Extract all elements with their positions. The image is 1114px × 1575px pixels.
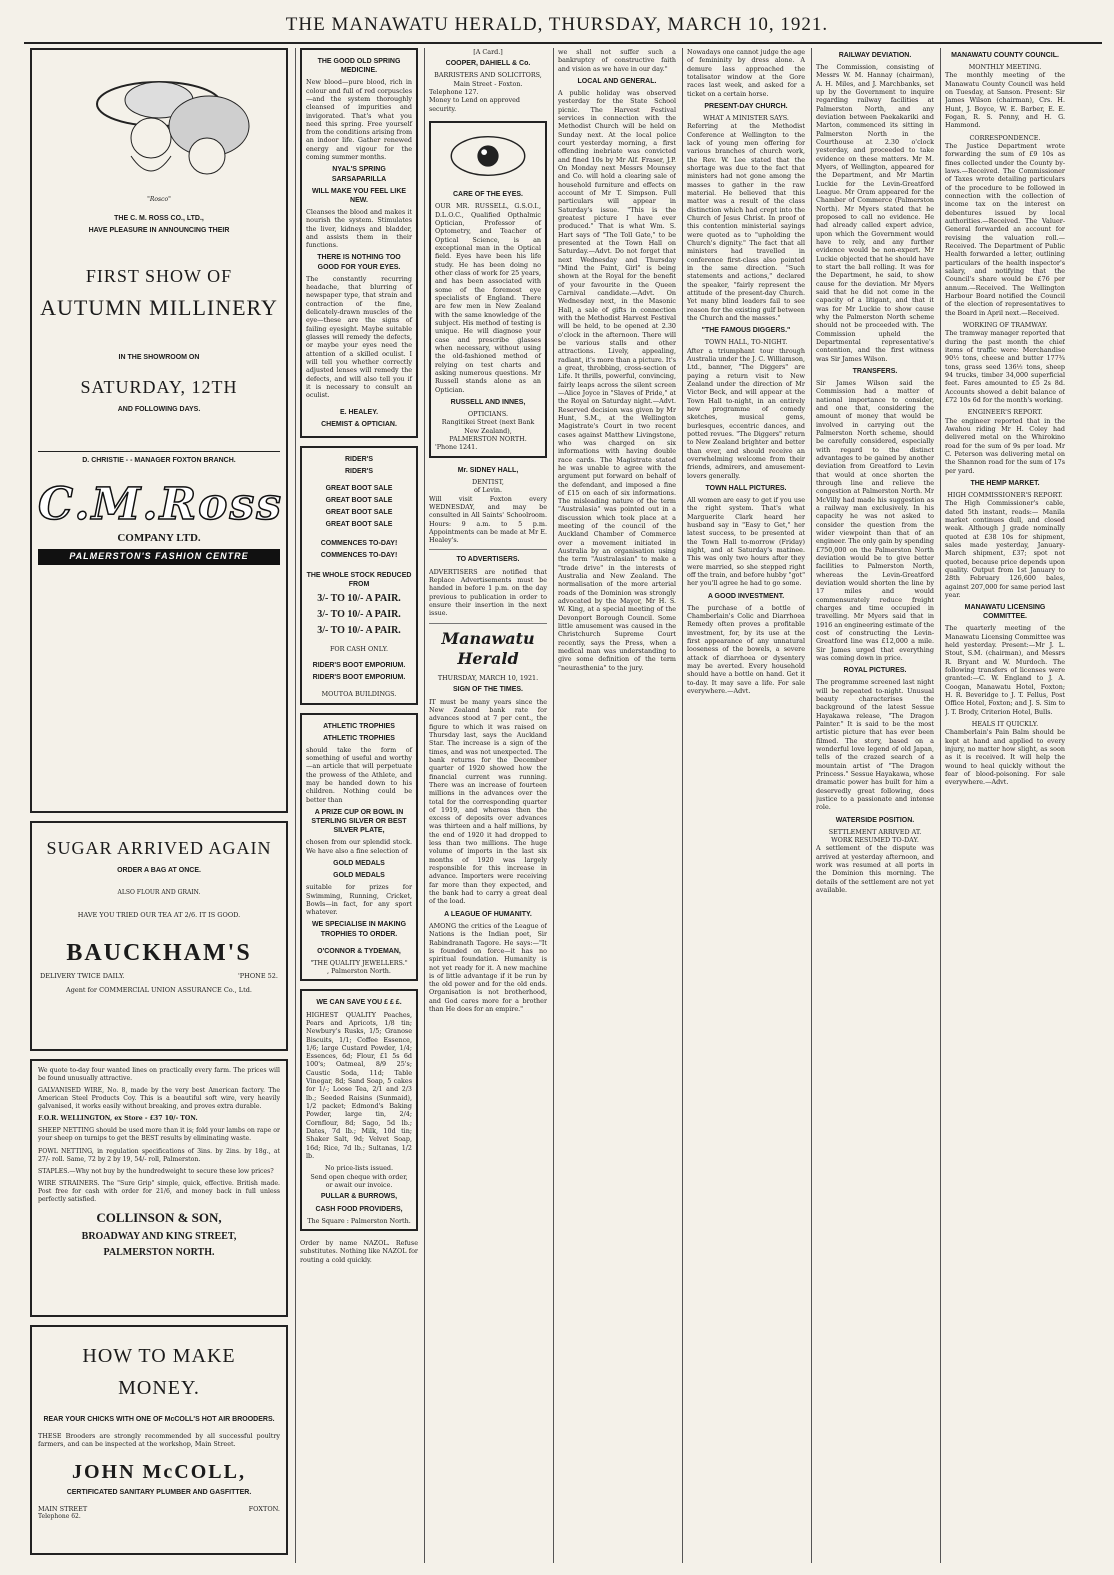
- pullar-body: HIGHEST QUALITY Peaches, Pears and Apricots, 1/8 tin; Newbury's Rusks, 1/5; Granose Biscuits, 1/1; Coffee Essence, 1/6; large Custard Powder, 1/4; Essences, 6d; Flour, £1 5s 6d 100's; Oatmeal, 8/9 25's; Caustic Soda, 11d; Table Vinegar, 8d; Sand Soap, 5 cakes for 1/-; Loose Tea, 2/1 and 2/3 lb.; Seeded Raisins (Sunmaid), 1/2 packet; Edmond's Baking Powder, large tin, 2/4; Cornflour, 8d; Sago, 5d lb.; Dates, 7d lb.; Milk, 10d tin; Shaker Salt, 9d; Velvet Soap, 16d; Rice, 7d lb.; Sultanas, 1/2 lb.: [306, 1010, 412, 1161]
- commences: COMMENCES TO-DAY!: [320, 540, 398, 548]
- engineer-heading: ENGINEER'S REPORT.: [967, 408, 1043, 417]
- price-range: 3/- TO 10/- A PAIR.: [317, 608, 401, 620]
- trophies-special: WE SPECIALISE IN MAKING TROPHIES TO ORDER.: [311, 921, 407, 938]
- nazol-notice: Order by name NAZOL. Refuse substitutes. Nothing like NAZOL for routing a cold quickly.: [300, 1238, 418, 1264]
- boot-emporium: RIDER'S BOOT EMPORIUM.: [312, 662, 406, 670]
- show-date: SATURDAY, 12TH: [80, 377, 238, 398]
- boot-sale: GREAT BOOT SALE: [325, 484, 393, 492]
- delivery-text: DELIVERY TWICE DAILY.: [40, 971, 125, 980]
- spring-claim: WILL MAKE YOU FEEL LIKE NEW.: [311, 187, 407, 204]
- phone-text: 'PHONE 52.: [238, 971, 278, 980]
- boot-emporium: RIDER'S BOOT EMPORIUM.: [312, 674, 406, 682]
- fashion-centre-banner: PALMERSTON'S FASHION CENTRE: [38, 549, 280, 565]
- show-subtitle: AUTUMN MILLINERY: [40, 295, 278, 321]
- council-body: The monthly meeting of the Manawatu County Council was held on Tuesday, at Sanson. Present: Sir James Wilson (chairman), Crs. H. Hunt, J. Boyce, W. E. Barber, E. E. Fogan, R. S. Penny, and H. G. Hammond.: [945, 71, 1065, 130]
- column-rule: [553, 48, 554, 1563]
- russell-name: RUSSELL AND INNES,: [450, 399, 526, 407]
- russell-advert: [429, 121, 547, 458]
- company-name: THE C. M. ROSS CO., LTD.,: [114, 214, 204, 222]
- cooper-address: Main Street - Foxton.: [453, 79, 523, 88]
- trophies-advert: [300, 713, 418, 982]
- church-body: Referring at the Methodist Conference at Wellington to the lack of young men offering for various branches of church work, the Rev. W. Lee stated that the shortage was due to the fact that ministers had not gone among the masses to gather in the raw material. He believed that this matter was a result of the class distinction which had crept into the Church of Jesus Christ. In proof of this contention ministerial sayings were quoted as to "upholding the Church's dignity." The fact that all ministers had travelled in conference first-class also pointed in the same direction. "Such statements and actions," declared the speaker, "fairly represent the attitude of the present-day Church. Yet many blind leaders fail to see reason for the existing gulf between the Church and the masses.": [687, 122, 805, 322]
- pictures-body: All women are easy to get if you use the right system. That's what Marguerite Clark heard her husband say in "Easy to Get," her latest success, to be presented at the Town Hall to-morrow (Friday) night, and at Saturday's matinee. This was only two hours after they were married, so she stepped right off the train, and before hubby "got" her you'll agree he had to go some.: [687, 496, 805, 588]
- russell-body: OUR MR. RUSSELL, G.S.O.I., D.L.O.C., Qualified Opthalmic Optician, Professor of Optometry, and Teacher of Optical Science, is an exceptional man in the Optical field. Eyes have been his life study. He has been doing no other class of work for 25 years, and has been associated with some of the foremost eye specialists of England. There are few men in New Zealand with the same knowledge of the subject. His method of testing is unique. He will diagnose your case and prescribe glasses when necessary, without using the old-fashioned method of relying on test charts and asking numerous questions. Mr Russell stands alone as an Optician.: [435, 202, 541, 394]
- announcement: HAVE PLEASURE IN ANNOUNCING THEIR: [88, 226, 230, 234]
- pullar-note-2: Send open cheque with order, or await our invoice.: [310, 1172, 408, 1190]
- boot-sale: GREAT BOOT SALE: [325, 497, 393, 505]
- gold-medals: GOLD MEDALS: [333, 872, 385, 880]
- mccoll-trade: CERTIFICATED SANITARY PLUMBER AND GASFITTER.: [66, 1488, 252, 1496]
- investment-body: The purchase of a bottle of Chamberlain's Colic and Diarrhoea Remedy often proves a profitable investment, for, by its use at the first appearance of any unnatural looseness of the bowels, a severe attack of diarrhoea or dysentery may be averted. Every household should have a bottle on hand. Get it to-day. It may save a life. For sale everywhere.—Advt.: [687, 603, 805, 696]
- royal-body: The programme screened last night will be repeated to-night. Unusual beauty characterises the background of the latest Sessue Hayakawa release, "The Dragon Painter." It is said to be the most artistic picture that has ever been filmed. The story, based on a wonderful love legend of old Japan, tells of the crazed search of a mountain artist of "The Dragon Princess." Sessue Hayakawa, whose dramatic power has built for him a deservedly great following, does justice to a passionate and intense role.: [816, 678, 934, 812]
- dentist-name: Mr. SIDNEY HALL,: [457, 466, 519, 474]
- boot-sale: GREAT BOOT SALE: [325, 521, 393, 529]
- investment-title: A GOOD INVESTMENT.: [707, 592, 785, 600]
- jeweller-town: , Palmerston North.: [327, 967, 391, 976]
- pullar-note: No price-lists issued.: [324, 1164, 394, 1173]
- eye-illustration: [435, 127, 541, 185]
- collinson-item: STAPLES.—Why not buy by the hundredweight to secure these low prices?: [38, 1167, 274, 1175]
- article-text: Nowadays one cannot judge the age of femininity by dress alone. A demure lass approached the totalisator window at the Gore races last week, and asked for a ticket on a certain horse.: [687, 48, 805, 98]
- collinson-town: PALMERSTON NORTH.: [103, 1246, 215, 1258]
- ross-logo: C.M.Ross: [38, 478, 284, 530]
- gold-medals: GOLD MEDALS: [333, 859, 385, 867]
- collinson-item: FOWL NETTING, in regulation specifications of 3ins. by 2ins. by 18g., at 27/- roll. Same, 72 by 2 by 19, 54/- roll, Palmerston.: [38, 1147, 280, 1163]
- article-text: we shall not suffer such a bankruptcy of constructive faith and vision as we have in our day.": [558, 48, 676, 73]
- commences: COMMENCES TO-DAY!: [320, 552, 398, 560]
- healey-name: E. HEALEY.: [339, 408, 379, 416]
- signs-body: IT must be many years since the New Zealand bank rate for advances stood at 7 per cent., the figure to which it was raised on Thursday last, says the Auckland Star. The increase is a sign of the times, and was not unexpected. The bank returns for the December quarter of 1920 showed how the financial current was running. There was an increase of fourteen millions in the advances over the total for the corresponding quarter of 1919, and whereas then the excess of deposits over advances was thirteen and a half millions, by the end of 1920 it had dropped to less than two millions. The huge volume of imports in the last six months of 1920 was largely responsible for this increase in advance. Importers were receiving far more than they expected, and the bank had to carry a great deal of the load.: [429, 697, 547, 906]
- mccoll-phone: Telephone 62.: [38, 1513, 81, 1521]
- cooper-name: COOPER, DAHIELL & Co.: [445, 60, 531, 68]
- collinson-advert: [30, 1059, 288, 1317]
- mccoll-title: HOW TO MAKE: [82, 1345, 236, 1367]
- cooper-phone: Telephone 127.: [429, 88, 479, 97]
- column-rule: [424, 48, 425, 1563]
- signs-title: SIGN OF THE TIMES.: [452, 686, 523, 694]
- ross-advert: [30, 48, 288, 813]
- trophies-title: ATHLETIC TROPHIES: [323, 734, 395, 742]
- collinson-address: BROADWAY AND KING STREET,: [81, 1230, 237, 1242]
- riders-title: RIDER'S: [344, 467, 374, 475]
- pullar-name: PULLAR & BURROWS,: [320, 1193, 398, 1201]
- trophies-body: should take the form of something of useful and worthy—an article that will perpetuate the prowess of the Athlete, and may be handed down to his children. Nothing could be better than: [306, 745, 412, 804]
- eyes-title: THERE IS NOTHING TOO GOOD FOR YOUR EYES.: [317, 254, 401, 271]
- mccoll-advert: [30, 1325, 288, 1555]
- sugar-also: ALSO FLOUR AND GRAIN.: [117, 889, 201, 897]
- column-5: [687, 48, 805, 1563]
- agent-text: Agent for COMMERCIAL UNION ASSURANCE Co., Ltd.: [66, 986, 252, 995]
- mccoll-title-2: MONEY.: [118, 1377, 200, 1399]
- column-3: [429, 48, 547, 1563]
- church-title: PRESENT-DAY CHURCH.: [704, 102, 788, 110]
- royal-title: ROYAL PICTURES.: [843, 667, 907, 675]
- mccoll-street: MAIN STREET: [38, 1504, 88, 1513]
- waterside-title: WATERSIDE POSITION.: [835, 816, 915, 824]
- pictures-title: TOWN HALL PICTURES.: [705, 484, 787, 492]
- bauckham-name: BAUCKHAM'S: [66, 939, 252, 966]
- railway-title: RAILWAY DEVIATION.: [838, 52, 912, 59]
- dentist-trade: DENTIST,: [472, 477, 504, 486]
- heals-body: Chamberlain's Pain Balm should be kept at hand and applied to every injury, no matter how slight, as soon as it is received. It will help the wound to heal quickly without the fear of blood-poisoning. For sale everywhere.—Advt.: [945, 728, 1065, 787]
- boot-sale: GREAT BOOT SALE: [325, 509, 393, 517]
- league-title: A LEAGUE OF HUMANITY.: [444, 910, 532, 918]
- tramway-heading: WORKING OF TRAMWAY.: [962, 320, 1048, 329]
- price-range: 3/- TO 10/- A PAIR.: [317, 624, 401, 636]
- collinson-item: WIRE STRAINERS. The "Sure Grip" simple, quick, effective. British made. Post free for cash with order for 21/6, and money back in full unless perfectly satisfied.: [38, 1179, 280, 1203]
- russell-address: Rangitikei Street (next Bank New Zealand),: [441, 418, 535, 435]
- diggers-body: After a triumphant tour through Australia under the J. C. Williamson, Ltd., banner, "The Diggers" are paying a return visit to New Zealand under the direction of Mr Victor Beck, and will appear at the Town Hall to-night, in an entirely new programme of comedy sketches, musical gems, burlesques, eccentric dances, and potted revues. "The Diggers" return to New Zealand brighter and better than ever, and should receive an overwhelming welcome from their friends, admirers, and amusement-lovers generally.: [687, 346, 805, 480]
- masthead-rule: [24, 42, 1102, 44]
- hemp-sub: HIGH COMMISSIONER'S REPORT.: [947, 490, 1063, 499]
- hemp-title: THE HEMP MARKET.: [970, 479, 1040, 487]
- local-general-title: LOCAL AND GENERAL.: [577, 77, 657, 85]
- cooper-money: Money to Lend on approved security.: [429, 96, 521, 113]
- following-days: AND FOLLOWING DAYS.: [117, 406, 201, 414]
- licensing-body: The quarterly meeting of the Manawatu Licensing Committee was held yesterday. Present:—Mr J. L. Stout, S.M. (chairman), and Messrs R. Bryant and W. Murdoch. The following transfers of licenses were granted:—C. W. England to J. A. Coogan, Manawatu Hotel, Foxton; H. R. Beveridge to J. T. Fellus, Post Office Hotel, Foxton; and J. S. Sim to J. T. Brody, Criterion Hotel, Bulls.: [945, 624, 1065, 716]
- bauckham-advert: [30, 821, 288, 1051]
- russell-phone: 'Phone 1241.: [435, 443, 478, 452]
- waterside-sub-2: WORK RESUMED TO-DAY.: [831, 835, 919, 844]
- healey-advert: [300, 48, 418, 438]
- column-4: [558, 48, 676, 1563]
- meeting-sub: MONTHLY MEETING.: [968, 63, 1042, 72]
- spring-body-2: Cleanses the blood and makes it nourish the system. Stimulates the liver, kidneys and bladder, and assists them in their functions.: [306, 207, 412, 250]
- column-rule: [940, 48, 941, 1563]
- council-title: MANAWATU COUNTY COUNCIL.: [951, 52, 1059, 59]
- diggers-sub: TOWN HALL, TO-NIGHT.: [704, 338, 788, 347]
- sugar-order: ORDER A BAG AT ONCE.: [117, 867, 201, 875]
- pullar-title: WE CAN SAVE YOU £ £ £.: [316, 999, 402, 1007]
- dentist-body: Will visit Foxton every WEDNESDAY, and may be consulted in All Saints' Schoolroom. Hours: 9 a.m. to 5 p.m. Appointments can be made at Mr E. Healey's.: [429, 494, 547, 545]
- collinson-item: SHEEP NETTING should be used more than it is; fold your lambs on rape or your sheep on turnips to get the BEST results by eliminating waste.: [38, 1127, 280, 1143]
- pullar-address: The Square : Palmerston North.: [307, 1216, 411, 1225]
- logo-company: COMPANY LTD.: [117, 531, 201, 544]
- column-2: [300, 48, 418, 1563]
- mccoll-name: JOHN McCOLL,: [72, 1460, 246, 1483]
- transfers-body: Sir James Wilson said the Commission had a matter of national importance to consider, and one that, considering the amount of money that would be involved in carrying out the Palmerston North scheme, should be carefully considered, especially with regard to the distinct advantages to be gained by another deviation from Greatford to Levin that would at once shorten the through line and relieve the congestion at Palmerston North. Mr McVilly had made his suggestion as a railway man exclusively. In his capacity he was not asked to consider the question from the wider viewpoint than that of an engineer. The only gain by spending £750,000 on the Palmerston North deviation would be to give better facilities to Palmerston North, whereas the Levin-Greatford deviation would shorten the line by 17 miles and would commensurately reduce freight charges and time occupied in travelling. Mr Myers said that in 1916 an engineering estimate of the cost of constructing the Levin-Greatford line was £12,000 a mile. Sir James urged that everything was coming down in price.: [816, 379, 934, 662]
- herald-title: Manawatu Herald: [441, 628, 535, 669]
- trophies-body-3: suitable for prizes for Swimming, Running, Cricket, Bowls—in fact, for any sport whatever.: [306, 883, 412, 917]
- jeweller-name: O'CONNOR & TYDEMAN,: [317, 947, 401, 955]
- mccoll-address-row: [38, 1505, 280, 1513]
- trophies-offer: A PRIZE CUP OR BOWL IN STERLING SILVER OR BEST SILVER PLATE,: [311, 809, 407, 835]
- spring-body: New blood—pure blood, rich in colour and full of red corpuscles—and the system thoroughly cleansed of impurities and invigorated. That's what you need this spring. Free yourself from the conditions arising from an indoor life. Gather renewed energy and vigour for the coming summer months.: [306, 78, 412, 162]
- railway-body: The Commission, consisting of Messrs W. M. Hannay (chairman), A. H. Miles, and J. Marchbanks, set up by the Government to inquire regarding railway facilities at Palmerston North, and any deviation between Paekakariki and Marton, commenced its sitting in Palmerston North in the Courthouse at 2.30 o'clock yesterday, and proceeded to take evidence on these matters. Mr M. Myers, of Wellington, appeared for the Department, and Mr Martin Luckie for the Levin-Greatford League. Mr Oram appeared for the Chamber of Commerce (Palmerston North). Mr Myers stated that he proposed to call no evidence. He had already called expert advice, upon which the Government would have to rely, and any further evidence would be non-expert. Mr Luckie objected that he should have to start the ball rolling. It was for the Department, he said, to show cause for the deviation. Mr Myers said that he did not come in the capacity of a litigant, and that it was for Mr Luckie to show cause why the Palmerston North scheme should not be proceeded with. The Commission upheld the Departmental representative's contention, and the first witness was Sir James Wilson.: [816, 63, 934, 363]
- advertisers-title: TO ADVERTISERS.: [456, 556, 520, 564]
- waterside-body: A settlement of the dispute was arrived at yesterday afternoon, and work was resumed at all ports in the Dominion this morning. The details of the settlement are not yet available.: [816, 844, 934, 894]
- correspondence-body: The Justice Department wrote forwarding the sum of £9 10s as fines collected under the County by-laws.—Received. The Commissioner of Taxes wrote detailing particulars of the procedure to be followed in connection with the collection of income tax on the interest on debentures issued by local authorities.—Received. The Valuer-General forwarded an account for revising the valuation roll.—Received. The Department of Public Health forwarded a letter, outlining particulars of the health inspector's salary, and notifying that the Council's share would be £76 per annum.—Received. The Wellington Harbour Board notified the Council of the election of representatives to the Board in April next.—Received.: [945, 142, 1065, 317]
- engineer-body: The engineer reported that in the Awahou riding Mr H. Coley had delivered metal on the Whirokino road for the sum of 9s per load. Mr C. Peterson was delivering metal on the Shannon road for the sum of 17s per yard.: [945, 416, 1065, 475]
- correspondence-heading: CORRESPONDENCE.: [969, 133, 1041, 142]
- spring-title: THE GOOD OLD SPRING MEDICINE.: [317, 58, 401, 75]
- cooper-trade: BARRISTERS AND SOLICITORS,: [434, 71, 542, 80]
- sugar-title: SUGAR ARRIVED AGAIN: [46, 838, 272, 858]
- whole-stock: THE WHOLE STOCK REDUCED FROM: [306, 571, 412, 588]
- riders-advert: [300, 446, 418, 705]
- delivery-row: [40, 972, 278, 980]
- local-general-body: A public holiday was observed yesterday for the State School picnic. The Harvest Festival services in connection with the Methodist Church will be held on Sunday next. At the local police court yesterday morning, a first offending inebriate was convicted and fined 10s by Mr Alf. Fraser, J.P. On Monday next Messrs Mounsey and Co. will hold a clearing sale of household furniture and effects on account of Mr T. Simpson. Full particulars will appear in Saturday's issue. "This is the greatest picture I have ever produced." That is what Wm. S. Hart says of "The Toll Gate," to be presented at the Town Hall on Saturday.—Advt. Do not forget that next Wednesday and Thursday "Mind the Paint, Girl" is being shown at the Royal for the benefit of your favourite in the Queen Carnival candidate.—Advt. On Wednesday next, in the Masonic Hall, a sale of gifts in connection with the Methodist Harvest Festival will be held, to be opened at 2.30 o'clock in the afternoon. There will be various stalls and other attractions. Lively, appealing, radiant, it's more than a picture. It's a great, throbbing, cross-section of Life. It thrills, powerful, convincing, fairly leaps across the silent screen—Alice Joyce in "Slaves of Pride," at the Royal on Saturday night.—Advt. Reserved decision was given by Mr Hunt, S.M., at the Wellington Magistrate's Court in two recent cases against Matthew Livingstone, who was charged on six informations with having double race cards. The Magistrate stated he was unable to agree with the argument put forward on behalf of the defendant, and imposed a fine of £15 on each of six informations. The misleading nature of the term "Australasia" was pointed out in a discussion which took place at a meeting of the council of the Auckland Chamber of Commerce over a movement initiated in Australia by an organisation using the term "Australasian" to make a "trade drive" in the interests of Australia and New Zealand. The normalisation of the more arterial roads of the Dominion was strongly advocated by the Mayor, Mr H. S. W. King, at a special meeting of the Devonport Borough Council. Some little amusement was caused in the Christchurch Supreme Court recently, says the Press, when a medical man was understanding to give some definition of the term "neurasthenia" to the jury.: [558, 89, 676, 672]
- trophies-body-2: chosen from our splendid stock. We have also a fine selection of: [306, 838, 412, 855]
- advertisers-body: ADVERTISERS are notified that Replace Advertisements must be handed in before 1 p.m. on the day previous to publication in order to ensure their insertion in the next issue.: [429, 567, 547, 618]
- price-range: 3/- TO 10/- A PAIR.: [317, 592, 401, 604]
- illustration-caption: "Rosco": [147, 196, 171, 203]
- cash-only: FOR CASH ONLY.: [329, 644, 389, 653]
- russell-town: PALMERSTON NORTH.: [449, 435, 527, 444]
- league-body: AMONG the critics of the League of Nations is the Indian poet, Sir Rabindranath Tagore. He says:—"It is founded on force—it has no spiritual foundation. Humanity is not yet ready for it. A new machine is of little advantage if it be run by the old power and for the old ends. Organisation is not brotherhood, and God cares more for a brother than He does for an empire.": [429, 921, 547, 1014]
- dentist-town: of Levin.: [473, 486, 503, 495]
- waterside-sub: SETTLEMENT ARRIVED AT.: [828, 827, 922, 836]
- branch-manager: D. CHRISTIE - - MANAGER FOXTON BRANCH.: [82, 456, 236, 464]
- column-rule: [811, 48, 812, 1563]
- tramway-body: The tramway manager reported that during the past month the chief items of traffic were: Merchandise 90½ tons, cheese and butter 177¾ tons, grass seed 136½ tons, sheep 94 trucks, timber 34,000 superficial feet. Fares amounted to £5 2s 8d. Accounts showed a debit balance of £72 10s 6d for the month's working.: [945, 329, 1065, 404]
- collinson-intro: We quote to-day four wanted lines on practically every farm. The prices will be found unusually attractive.: [38, 1067, 280, 1083]
- hemp-body: The High Commissioner's cable, dated 5th instant, reads:— Manila market continues dull, and closed weak. Although J grade nominally quoted at £38 10s for shipment, sales made yesterday, January-March shipment, £37; spot not quoted, because price depends upon quality. Output from 1st January to 28th February 126,600 bales, against 207,000 for same period last year.: [945, 499, 1065, 599]
- column-7: [945, 48, 1065, 1563]
- mccoll-town: FOXTON.: [248, 1504, 280, 1513]
- tea-line: HAVE YOU TRIED OUR TEA AT 2/6. IT IS GOOD.: [77, 911, 241, 920]
- card-label: [A Card.]: [473, 48, 503, 56]
- pullar-advert: [300, 989, 418, 1231]
- russell-trade: OPTICIANS.: [467, 410, 509, 419]
- heals-title: HEALS IT QUICKLY.: [971, 720, 1039, 728]
- column-rule: [682, 48, 683, 1563]
- trophies-title: ATHLETIC TROPHIES: [323, 722, 395, 730]
- column-ads-left: [30, 48, 288, 1563]
- healey-trade: CHEMIST & OPTICIAN.: [321, 420, 397, 428]
- church-sub: WHAT A MINISTER SAYS.: [703, 114, 789, 123]
- collinson-name: COLLINSON & SON,: [96, 1209, 222, 1225]
- column-6: [816, 48, 934, 1563]
- spring-product: NYAL'S SPRING SARSAPARILLA: [331, 166, 387, 183]
- eyes-body: The constantly recurring headache, that blurring of newspaper type, that strain and contraction of the fine, delicately-drawn muscles of the eye—these are the signs of failing eyesight. Maybe suitable glasses will remedy the defects, or maybe your eyes need the attention of a skilled oculist. I will tell you whether correctly adjusted lenses will remedy the defects, and will also tell you if it is necessary to consult an oculist.: [306, 274, 412, 400]
- diggers-title: "THE FAMOUS DIGGERS.": [701, 327, 791, 335]
- showroom-text: IN THE SHOWROOM ON: [118, 353, 200, 361]
- collinson-item: GALVANISED WIRE, No. 8, made by the very best American factory. The American Steel Products Coy. This is a beautiful soft wire, very heavily galvanised, it works easily without breaking, and proves extra durable.: [38, 1087, 280, 1111]
- eyes-care-title: CARE OF THE EYES.: [452, 191, 523, 199]
- show-title: FIRST SHOW OF: [85, 265, 233, 286]
- mccoll-sub: REAR YOUR CHICKS WITH ONE OF McCOLL'S HOT AIR BROODERS.: [43, 1416, 275, 1423]
- pullar-trade: CASH FOOD PROVIDERS,: [315, 1205, 403, 1213]
- licensing-title: MANAWATU LICENSING COMMITTEE.: [964, 604, 1046, 621]
- masthead: THE MANAWATU HERALD, THURSDAY, MARCH 10, 1921.: [285, 14, 829, 35]
- millinery-illustration: [38, 56, 280, 196]
- jeweller-tag: "THE QUALITY JEWELLERS.": [310, 958, 408, 967]
- riders-title: RIDER'S: [344, 455, 374, 463]
- moutoa-buildings: MOUTOA BUILDINGS.: [321, 690, 397, 699]
- collinson-item: F.O.R. WELLINGTON, ex Store - £37 10/- TON.: [38, 1115, 198, 1123]
- herald-date: THURSDAY, MARCH 10, 1921.: [437, 674, 539, 683]
- mccoll-body: THESE Brooders are strongly recommended by all successful poultry farmers, and can be inspected at the workshop, Main Street.: [38, 1432, 280, 1449]
- transfers-heading: TRANSFERS.: [852, 367, 898, 375]
- column-rule: [295, 48, 296, 1563]
